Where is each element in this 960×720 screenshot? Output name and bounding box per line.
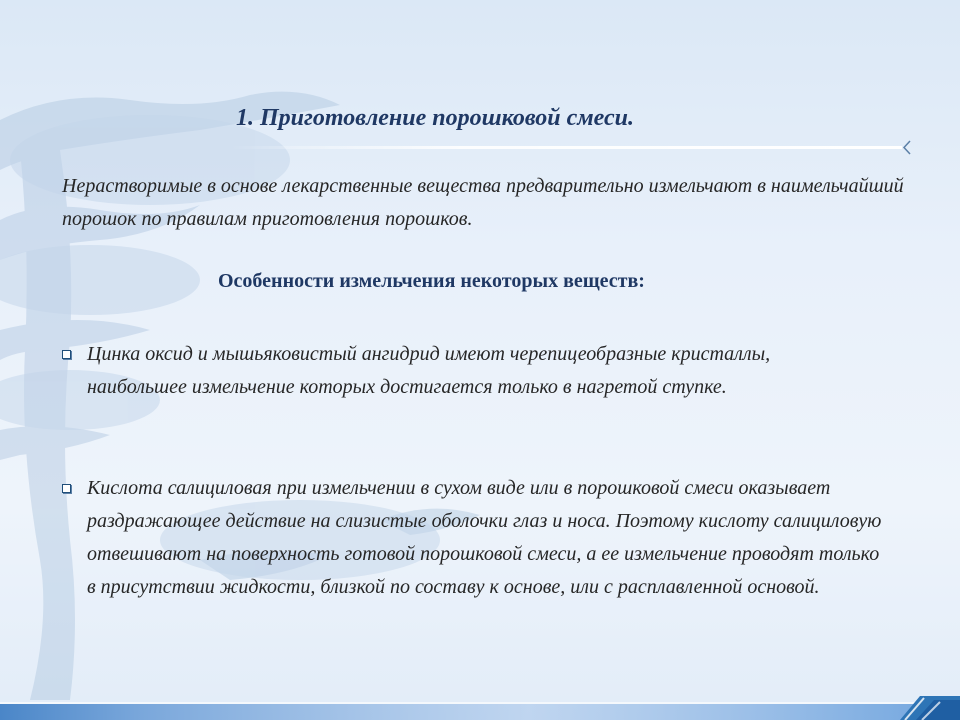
square-bullet-icon — [62, 484, 71, 493]
intro-paragraph: Нерастворимые в основе лекарственные вещества предварительно измельчают в наимельчайший порошок по правилам приготовления порошков. — [62, 175, 904, 230]
slide-title: 1. Приготовление порошковой смеси. — [236, 105, 635, 131]
bullet-item: Цинка оксид и мышьяковистый ангидрид имеют черепицеобразные кристаллы, наибольшее измельчение которых достигается только в нагретой ступке. — [87, 343, 771, 398]
title-underline — [0, 138, 960, 158]
bullet-item: Кислота салициловая при измельчении в сухом виде или в порошковой смеси оказывает раздражающее действие на слизистые оболочки глаз и носа. Поэтому кислоту салициловую отвешивают на поверхность готовой порошковой смеси, а ее измельчение проводят только в присутствии жидкости, близкой по составу к основе, или с расплавленной основой. — [87, 477, 882, 598]
bottom-decoration-bar — [0, 686, 960, 720]
section-subheading: Особенности измельчения некоторых веществ: — [218, 270, 645, 292]
square-bullet-icon — [62, 350, 71, 359]
chevron-icon — [904, 141, 910, 154]
